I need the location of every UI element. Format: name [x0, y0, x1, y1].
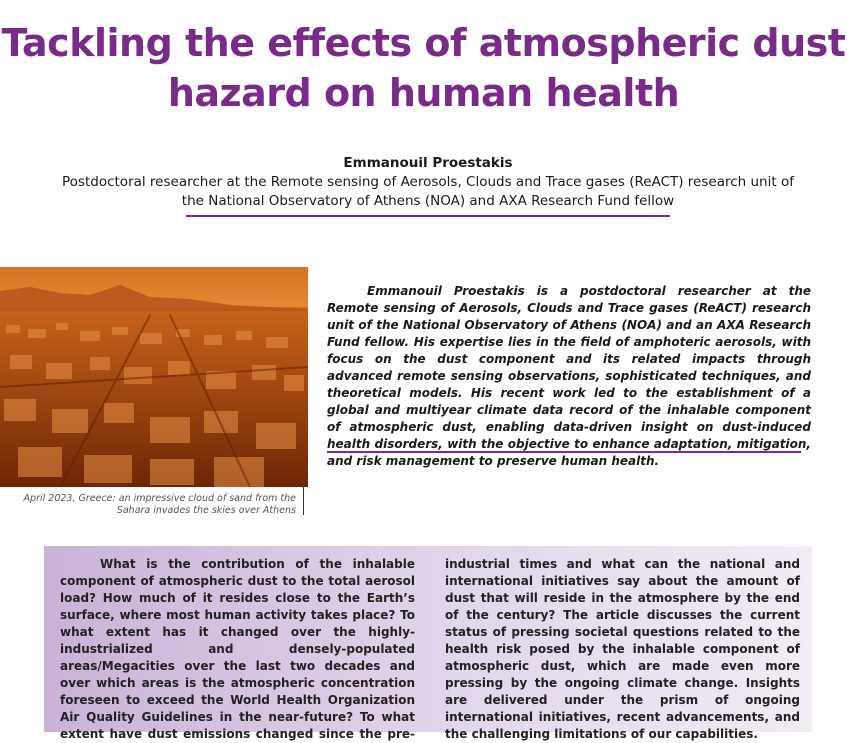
- author-block: [60, 154, 796, 211]
- title-divider: [186, 215, 670, 217]
- author-name: Emmanouil Proestakis: [343, 155, 513, 171]
- abstract-text: What is the contribution of the inhalable component of atmospheric dust to the total aerosol load? How much of it resides close to the Earth’s surface, where most human activity takes place? To what extent has it changed over the highly-industrialized and densely-populated areas/Megacities over the last two decades and over which areas is the atmospheric concentration foreseen to exceed the World Health Organization Air Quality Guidelines in the near-future? To what extent have dust emissions changed since the pre-industrial times and what can the national and international initiatives say about the amount of dust that will reside in the atmosphere by the end of the century? The article discusses the current status of pressing societal questions related to the health risk posed by the inhalable component of atmospheric dust, which are made even more pressing by the ongoing climate change. Insights are delivered under the prism of ongoing international initiatives, recent advancements, and the challenging limitations of our capabilities.: [60, 557, 800, 741]
- article-title: Tackling the effects of atmospheric dust hazard on human health: [1, 21, 846, 115]
- image-caption: April 2023, Greece: an impressive cloud of sand from the Sahara invades the skies over Athens: [23, 493, 296, 516]
- abstract-columns: [60, 556, 800, 743]
- caption-pointer-line: [303, 487, 304, 515]
- abstract-panel: [44, 546, 812, 741]
- intro-divider: [327, 451, 801, 453]
- athens-dust-photo: [0, 267, 308, 487]
- author-affiliation: Postdoctoral researcher at the Remote sensing of Aerosols, Clouds and Trace gases (ReACT) research unit of the National Observatory of Athens (NOA) and AXA Research Fund fellow: [62, 174, 794, 209]
- author-intro: Emmanouil Proestakis is a postdoctoral researcher at the Remote sensing of Aerosols, Clouds and Trace gases (ReACT) research unit of the National Observatory of Athens (NOA) and an AXA Research Fund fellow. His expertise lies in the field of amphoteric aerosols, with focus on the dust component and its related impacts through advanced remote sensing observations, sophisticated techniques, and theoretical models. His recent work led to the establishment of a global and multiyear climate data record of the inhalable component of atmospheric dust, enabling data-driven insight on dust-induced health disorders, with the objective to enhance adaptation, mitigation, and risk management to preserve human health.: [327, 284, 811, 468]
- city-skyline-illustration: [0, 267, 308, 487]
